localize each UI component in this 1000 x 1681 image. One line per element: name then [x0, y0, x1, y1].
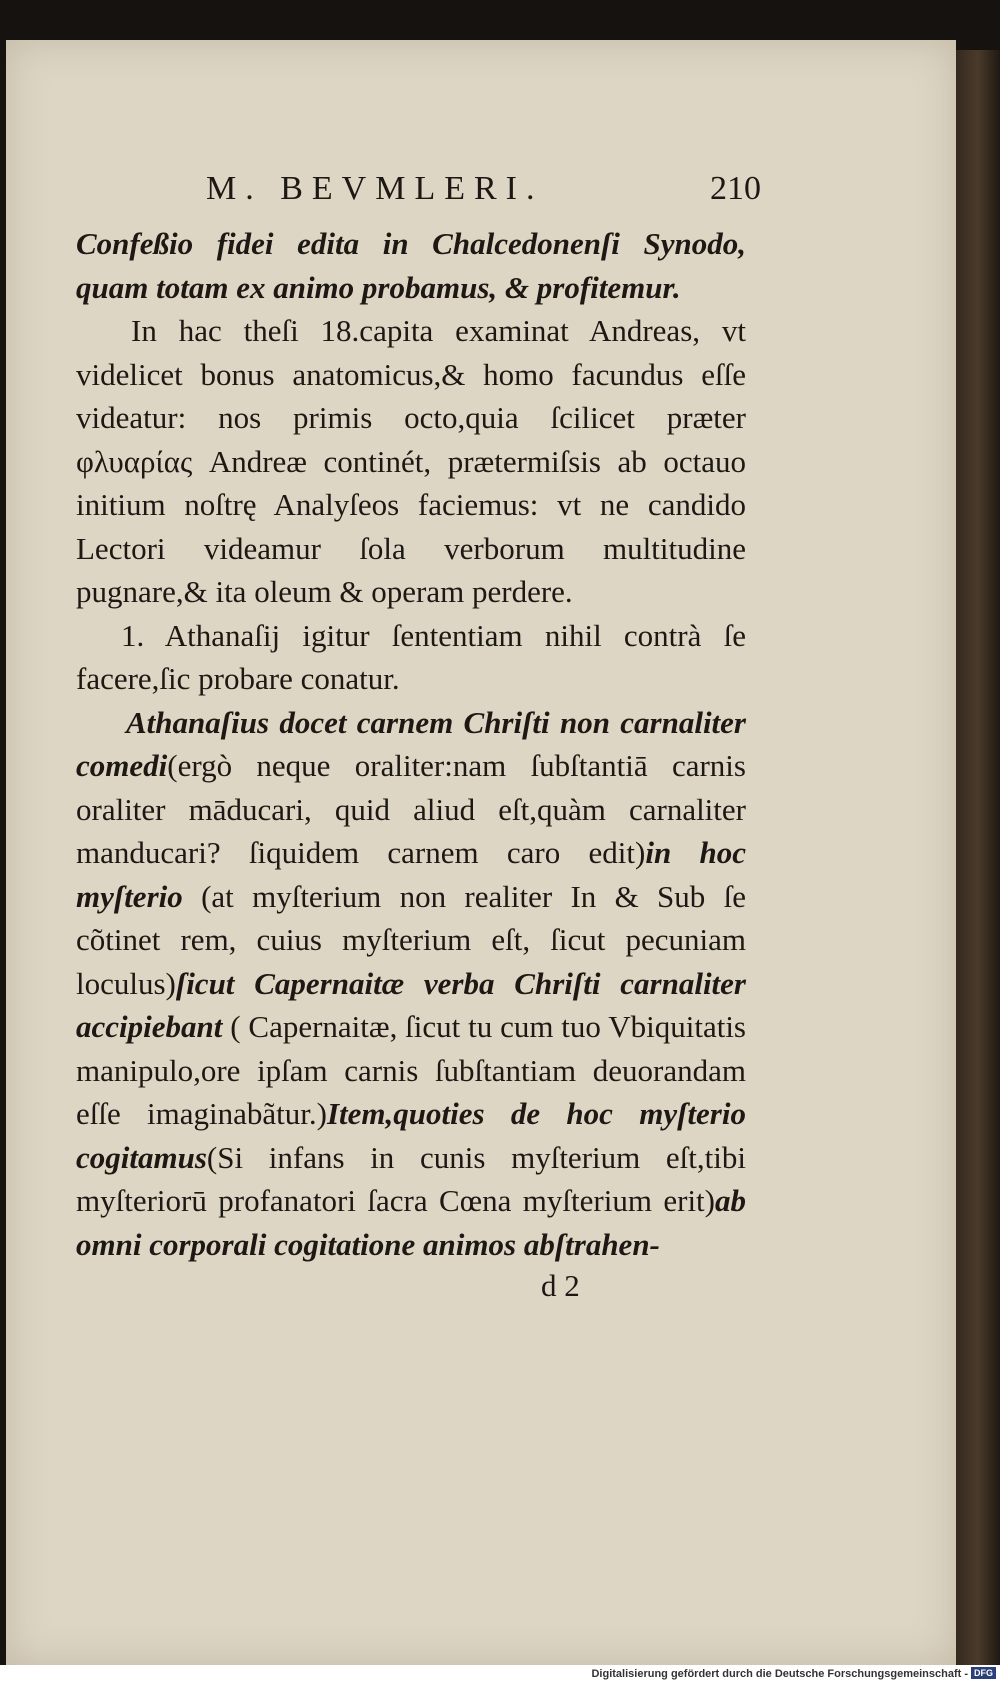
running-head	[76, 170, 761, 222]
page-number: 210	[710, 170, 761, 207]
paragraph-4	[76, 701, 746, 1267]
text-run: ſicut Capernaitæ verba Chriſti carnaliter accipiebant	[76, 965, 746, 1044]
text-run: 1. Athanaſij igitur ſententiam nihil contrà ſe facere,ſic probare conatur.	[76, 617, 746, 696]
text-run: (Si infans in cunis myſterium eſt,tibi myſteriorū profanatori ſacra Cœna myſterium erit)	[76, 1139, 746, 1218]
text-block	[76, 170, 761, 1311]
footer-bar	[0, 1665, 1000, 1681]
footer-credit: Digitalisierung gefördert durch die Deutsche Forschungsgemeinschaft -	[591, 1668, 968, 1680]
text-run: In hac theſi 18.capita examinat Andreas, vt videlicet bonus anatomicus,& homo facundus eſſe videatur: nos primis octo,quia ſcilicet præter	[76, 313, 746, 435]
text-run: Confeßio fidei edita in Chalcedonenſi Synodo, quam totam ex animo probamus, & profitemur.	[76, 226, 746, 305]
book-page	[6, 40, 956, 1665]
paragraph-3	[76, 614, 746, 701]
text-run: ab omni corporali cogitatione animos abſtrahen-	[76, 1183, 746, 1262]
text-run: ( Capernaitæ, ſicut tu cum tuo Vbiquitatis manipulo,ore ipſam carnis ſubſtantiam deuorandam eſſe imaginabãtur.)	[76, 1009, 746, 1131]
text-run: in hoc myſterio	[76, 835, 746, 914]
running-title: M. BEVMLERI.	[206, 170, 544, 207]
text-run: (ergò neque oraliter:nam ſubſtantiā carnis oraliter māducari, quid aliud eſt,quàm carnaliter manducari? ſiquidem carnem caro edit)	[76, 748, 746, 870]
text-run: Item,quoties de hoc myſterio cogitamus	[76, 1096, 746, 1175]
text-run: Andreæ continét, prætermiſsis ab octauo initium noſtrę Analyſeos faciemus: vt ne candido Lectori videamur ſola verborum multitudine pugnare,& ita oleum & operam perdere.	[76, 443, 746, 609]
dfg-logo-icon: DFG	[971, 1667, 996, 1679]
catchword: d 2	[541, 1268, 580, 1303]
text-run: Athanaſius docet carnem Chriſti non carnaliter comedi	[76, 704, 746, 783]
catchword-line	[76, 1266, 746, 1311]
paragraph-2	[76, 309, 746, 614]
text-run: (at myſterium non realiter In & Sub ſe cõtinet rem, cuius myſterium eſt, ſicut pecuniam loculus)	[76, 878, 746, 1001]
paragraph-1	[76, 222, 746, 309]
text-run-greek: φλυαρίας	[76, 443, 193, 479]
